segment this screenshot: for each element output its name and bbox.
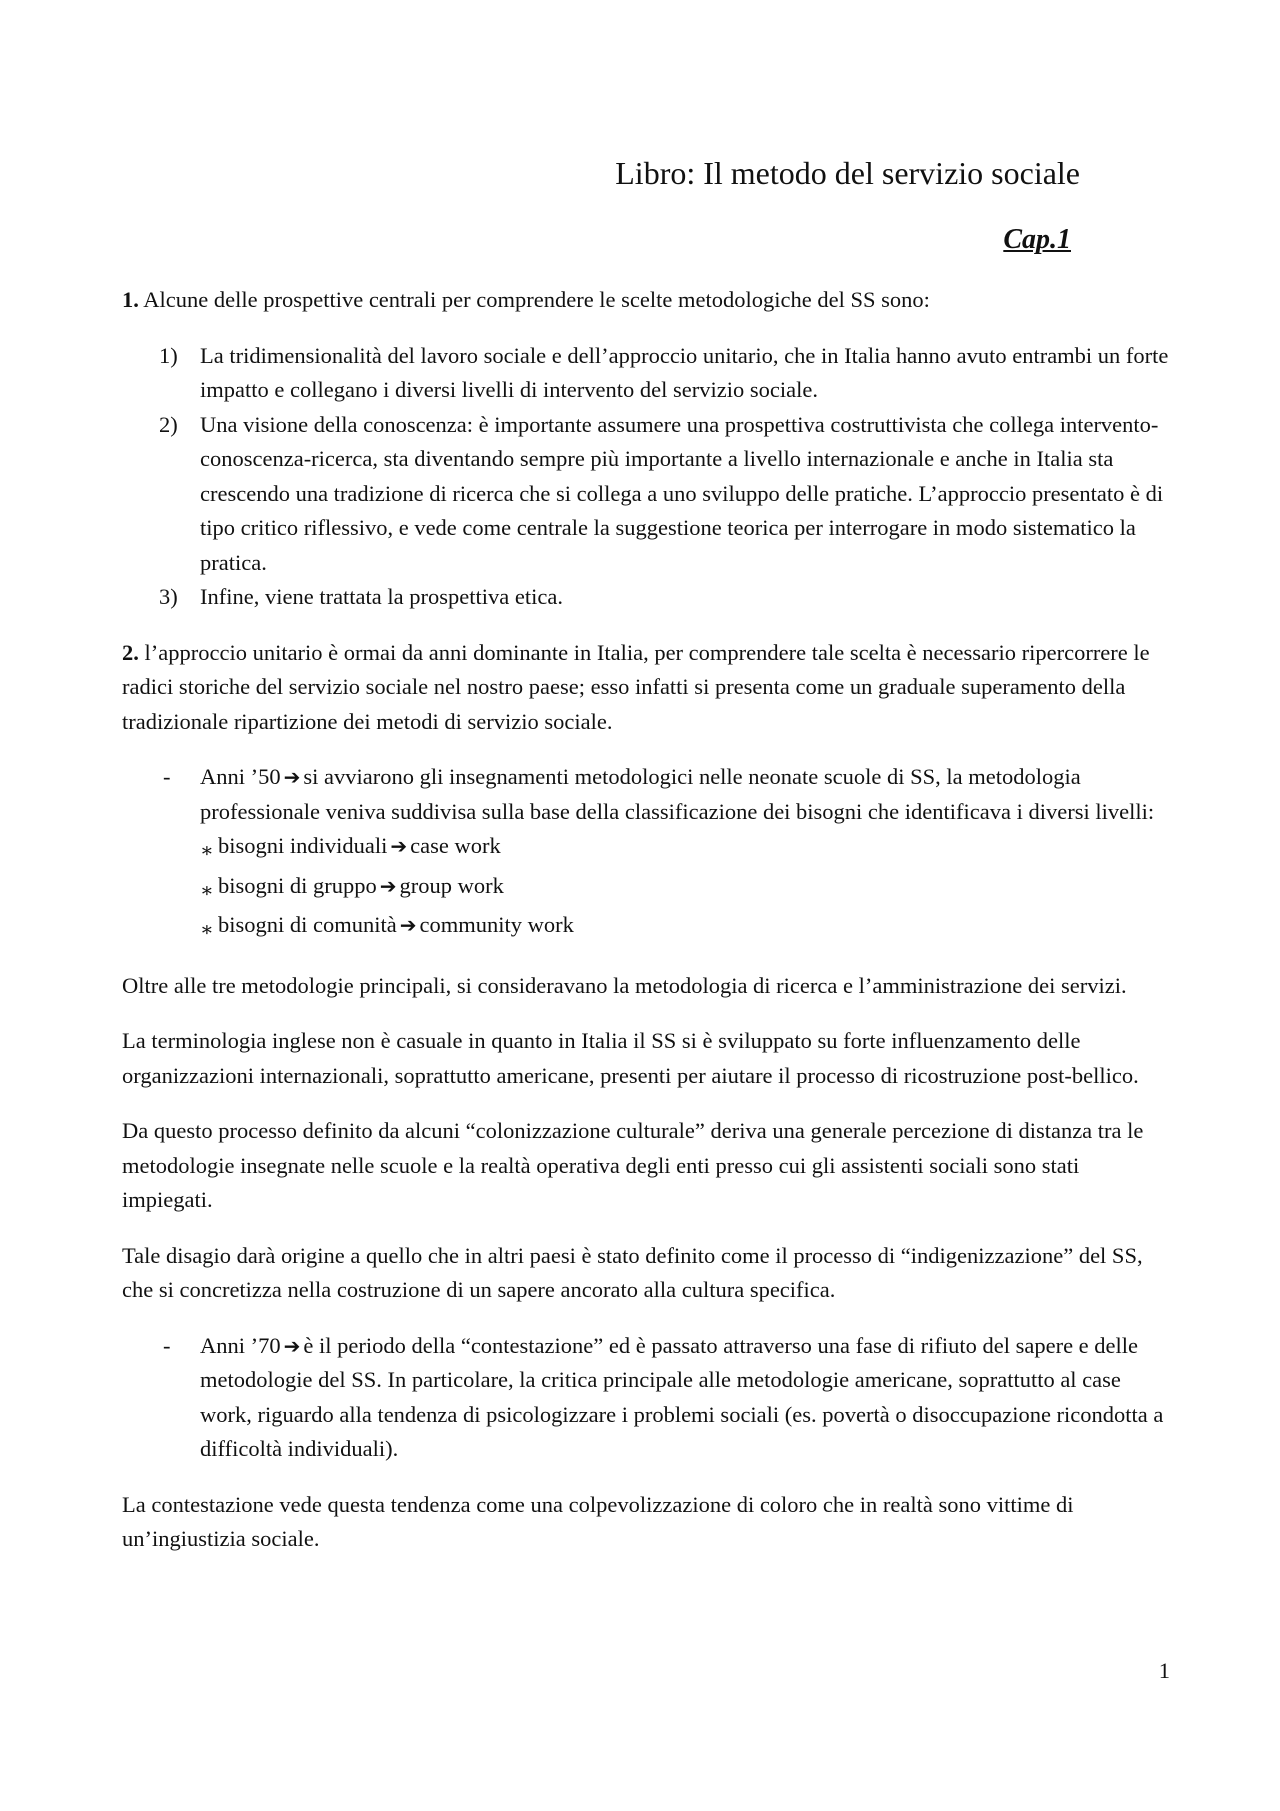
period-text: è il periodo della “contestazione” ed è passato attraverso una fase di rifiuto del sapere e delle metodologie del SS. In particolare, la critica principale alle metodologie americane, soprattutto al case work, riguardo alla tendenza di psicologizzare i problemi sociali (es. povertà o disoccupazione ricondotta a difficoltà individuali). xyxy=(200,1332,1164,1461)
section-number: 1. xyxy=(122,287,139,312)
asterisk-icon: ∗ xyxy=(200,879,214,902)
arrow-right-icon: ➔ xyxy=(399,913,417,937)
arrow-right-icon: ➔ xyxy=(379,873,397,898)
list-item-text: Una visione della conoscenza: è importante assumere una prospettiva costruttivista che collega intervento-conoscenza-ricerca, sta diventando sempre più importante a livello internazionale e anche in Italia sta crescendo una tradizione di ricerca che si collega a uno sviluppo delle pratiche. L’approccio presentato è di tipo critico riflessivo, e vede come centrale la suggestione teorica per interrogare in modo sistematico la pratica. xyxy=(200,411,1164,575)
need-line xyxy=(200,829,1172,869)
list-item xyxy=(122,580,1172,615)
period-list-50 xyxy=(122,760,1172,948)
paragraph: Oltre alle tre metodologie principali, si consideravano la metodologia di ricerca e l’amministrazione dei servizi. xyxy=(122,972,1127,998)
work-label: group work xyxy=(399,872,504,898)
list-item xyxy=(122,339,1172,408)
chapter-heading: Cap.1 xyxy=(1003,224,1071,255)
asterisk-icon: ∗ xyxy=(200,919,214,941)
dash-marker: - xyxy=(163,1332,171,1358)
perspectives-list xyxy=(122,339,1172,615)
period-text: si avviarono gli insegnamenti metodologici nelle neonate scuole di SS, la metodologia professionale veniva suddivisa sulla base della classificazione dei bisogni che identificava i diversi livelli: xyxy=(200,764,1155,824)
section-1-intro xyxy=(122,283,1172,318)
list-marker: 2) xyxy=(159,411,178,437)
work-label: case work xyxy=(410,833,501,858)
paragraph: Tale disagio darà origine a quello che in altri paesi è stato definito come il processo di “indigenizzazione” del SS, che si concretizza nella costruzione di un sapere ancorato alla cultura specifica. xyxy=(122,1242,1143,1302)
list-item xyxy=(122,760,1172,948)
period-list-70 xyxy=(122,1329,1172,1467)
period-label: Anni ’70 xyxy=(200,1332,281,1358)
arrow-right-icon: ➔ xyxy=(283,765,301,789)
period-label: Anni ’50 xyxy=(200,764,281,789)
arrow-right-icon: ➔ xyxy=(390,834,408,858)
document-body xyxy=(122,283,1172,1578)
section-number: 2. xyxy=(122,639,139,665)
list-marker: 3) xyxy=(159,584,178,609)
need-label: bisogni di comunità xyxy=(218,912,397,937)
need-label: bisogni individuali xyxy=(218,833,388,858)
list-item xyxy=(122,408,1172,581)
section-intro-text: l’approccio unitario è ormai da anni dominante in Italia, per comprendere tale scelta è necessario ripercorrere le radici storiche del servizio sociale nel nostro paese; esso infatti si presenta come un graduale superamento della tradizionale ripartizione dei metodi di servizio sociale. xyxy=(122,639,1150,734)
list-item-text: Infine, viene trattata la prospettiva etica. xyxy=(200,584,563,609)
section-intro-text: Alcune delle prospettive centrali per comprendere le scelte metodologiche del SS sono: xyxy=(143,287,930,312)
closing-paragraph: La contestazione vede questa tendenza come una colpevolizzazione di coloro che in realtà sono vittime di un’ingiustizia sociale. xyxy=(122,1491,1074,1551)
list-marker: 1) xyxy=(159,342,178,368)
arrow-right-icon: ➔ xyxy=(283,1333,301,1358)
work-label: community work xyxy=(419,912,574,937)
section-2-intro xyxy=(122,636,1172,740)
page-number: 1 xyxy=(1158,1658,1170,1683)
list-item-text: La tridimensionalità del lavoro sociale e dell’approccio unitario, che in Italia hanno avuto entrambi un forte impatto e collegano i diversi livelli di intervento del servizio sociale. xyxy=(200,342,1169,402)
need-line xyxy=(200,908,1172,948)
need-line xyxy=(200,869,1172,909)
paragraph: Da questo processo definito da alcuni “colonizzazione culturale” deriva una generale percezione di distanza tra le metodologie insegnate nelle scuole e la realtà operativa degli enti presso cui gli assistenti sociali sono stati impiegati. xyxy=(122,1118,1144,1212)
dash-marker: - xyxy=(163,764,171,789)
need-label: bisogni di gruppo xyxy=(218,872,377,898)
paragraph: La terminologia inglese non è casuale in quanto in Italia il SS si è sviluppato su forte influenzamento delle organizzazioni internazionali, soprattutto americane, presenti per aiutare il processo di ricostruzione post-bellico. xyxy=(122,1028,1139,1088)
document-title: Libro: Il metodo del servizio sociale xyxy=(615,155,1080,191)
list-item xyxy=(122,1329,1172,1467)
asterisk-icon: ∗ xyxy=(200,840,214,862)
